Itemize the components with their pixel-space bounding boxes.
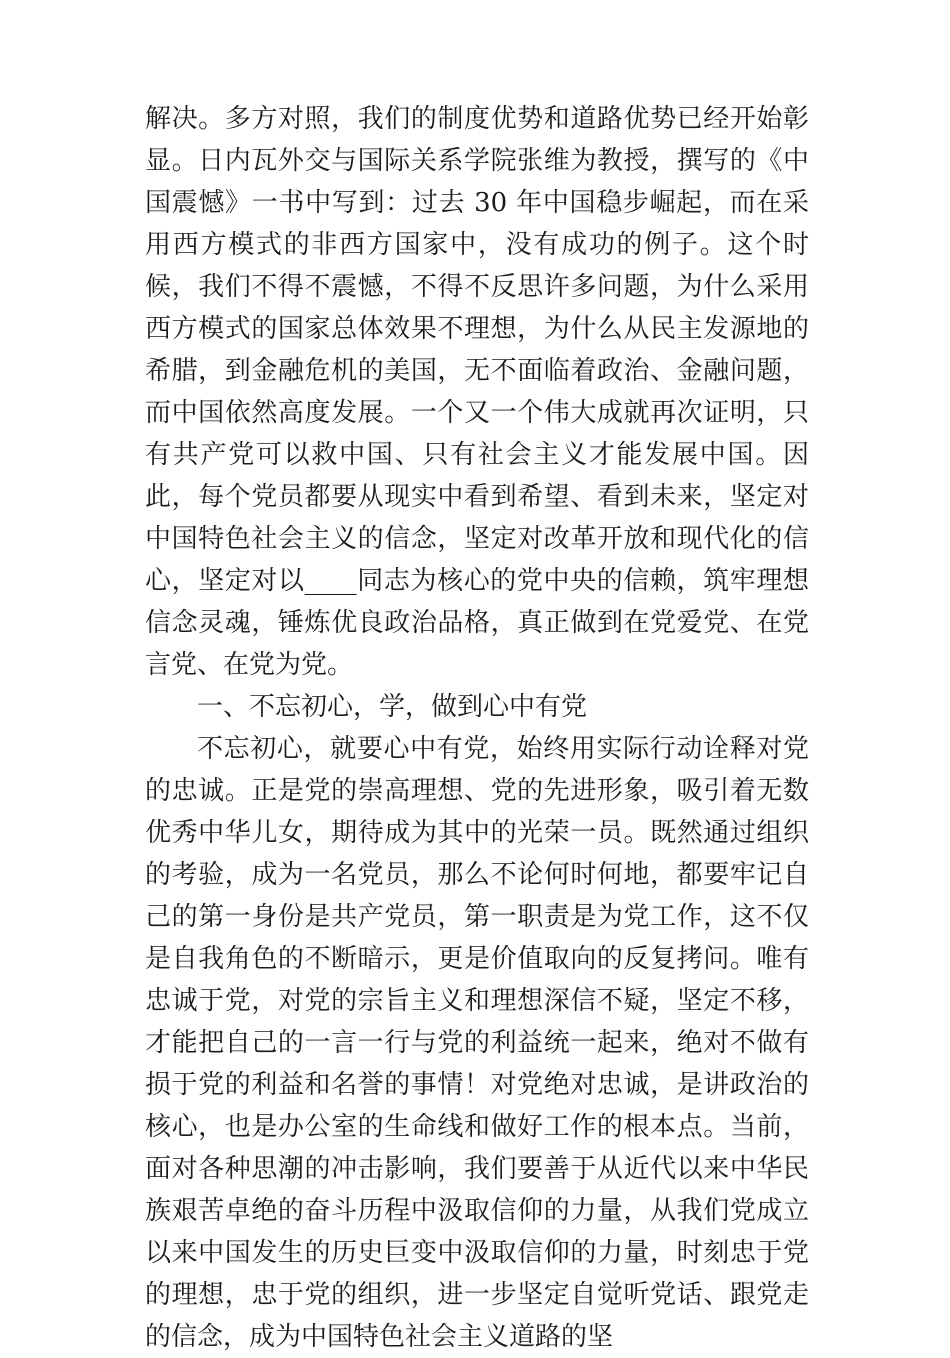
- document-body: [145, 98, 809, 1358]
- paragraph-1: 解决。多方对照，我们的制度优势和道路优势已经开始彰显。日内瓦外交与国际关系学院张维为教授，撰写的《中国震憾》一书中写到：过去 30 年中国稳步崛起，而在采用西方模式的非西方国家中，没有成功的例子。这个时候，我们不得不震憾，不得不反思许多问题，为什么采用西方模式的国家总体效果不理想，为什么从民主发源地的希腊，到金融危机的美国，无不面临着政治、金融问题，而中国依然高度发展。一个又一个伟大成就再次证明，只有共产党可以救中国、只有社会主义才能发展中国。因此，每个党员都要从现实中看到希望、看到未来，坚定对中国特色社会主义的信念，坚定对改革开放和现代化的信心，坚定对以____同志为核心的党中央的信赖，筑牢理想信念灵魂，锤炼优良政治品格，真正做到在党爱党、在党言党、在党为党。: [145, 104, 809, 680]
- section-heading: 一、不忘初心，学，做到心中有党: [197, 692, 588, 722]
- paragraph-2: 不忘初心，就要心中有党，始终用实际行动诠释对党的忠诚。正是党的崇高理想、党的先进形象，吸引着无数优秀中华儿女，期待成为其中的光荣一员。既然通过组织的考验，成为一名党员，那么不论何时何地，都要牢记自己的第一身份是共产党员，第一职责是为党工作，这不仅是自我角色的不断暗示，更是价值取向的反复拷问。唯有忠诚于党，对党的宗旨主义和理想深信不疑，坚定不移，才能把自己的一言一行与党的利益统一起来，绝对不做有损于党的利益和名誉的事情！对党绝对忠诚，是讲政治的核心，也是办公室的生命线和做好工作的根本点。当前，面对各种思潮的冲击影响，我们要善于从近代以来中华民族艰苦卓绝的奋斗历程中汲取信仰的力量，从我们党成立以来中国发生的历史巨变中汲取信仰的力量，时刻忠于党的理想，忠于党的组织，进一步坚定自觉听党话、跟党走的信念，成为中国特色社会主义道路的坚: [145, 734, 809, 1352]
